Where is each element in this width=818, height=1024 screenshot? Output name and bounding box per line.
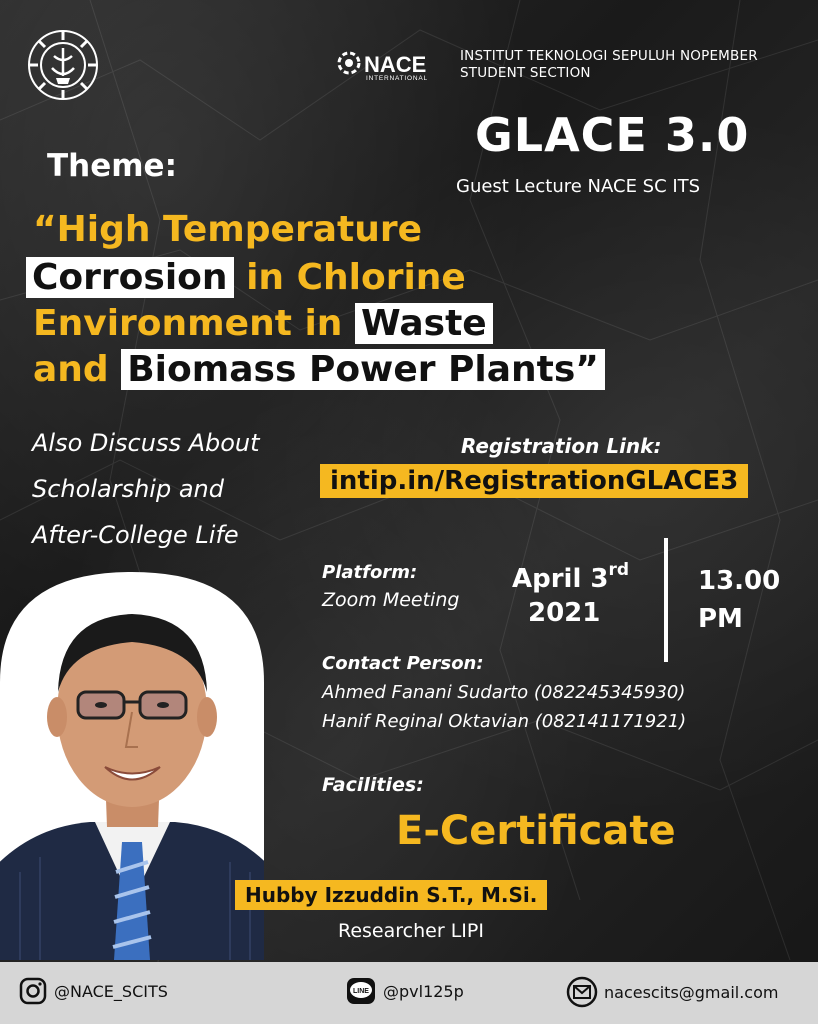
- event-date: [512, 560, 629, 594]
- line-handle: @pvl125p: [383, 981, 464, 1001]
- theme-text-chlorine: in Chlorine: [233, 257, 466, 298]
- email-address: nacescits@gmail.com: [604, 982, 779, 1002]
- also-line3: After-College Life: [32, 521, 239, 549]
- theme-highlight-corrosion: Corrosion: [26, 257, 234, 298]
- registration-label: Registration Link:: [461, 434, 662, 458]
- speaker-name: Hubby Izzuddin S.T., M.Si.: [235, 880, 547, 910]
- line-icon-label: LINE: [353, 988, 369, 995]
- event-time: [698, 562, 780, 638]
- event-subtitle: Guest Lecture NACE SC ITS: [456, 176, 701, 197]
- instagram-icon: [18, 976, 48, 1006]
- theme-line-4: [33, 348, 605, 392]
- its-emblem-icon: [26, 28, 100, 102]
- contact-person-2: Hanif Reginal Oktavian (082141171921): [322, 711, 687, 732]
- line-app-icon: [345, 976, 377, 1006]
- theme-text-and: and: [33, 349, 122, 390]
- theme-highlight-biomass: Biomass Power Plants”: [121, 349, 605, 390]
- facilities-label: Facilities:: [322, 774, 424, 796]
- registration-link[interactable]: intip.in/RegistrationGLACE3: [320, 464, 748, 498]
- footer-line[interactable]: [345, 976, 464, 1006]
- institute-name: [460, 48, 758, 82]
- mail-icon: [566, 976, 598, 1008]
- nace-logo: [336, 48, 456, 82]
- theme-label: Theme:: [47, 148, 177, 184]
- event-date-day: April 3: [512, 564, 609, 594]
- event-title: GLACE 3.0: [475, 108, 750, 162]
- theme-line-2: [26, 256, 466, 300]
- footer: [0, 962, 818, 1024]
- platform-label: Platform:: [322, 562, 418, 583]
- facilities-value: E-Certificate: [396, 808, 676, 854]
- footer-instagram[interactable]: [18, 976, 168, 1006]
- speaker-role: Researcher LIPI: [338, 920, 484, 942]
- nace-logo-subtext: INTERNATIONAL: [366, 75, 428, 82]
- event-date-suffix: rd: [608, 560, 630, 580]
- theme-line-3: [33, 302, 493, 346]
- theme-text-environment: Environment in: [33, 303, 355, 344]
- date-time-divider: [664, 538, 668, 662]
- theme-line-1: “High Temperature: [33, 209, 423, 250]
- event-time-period: PM: [698, 604, 743, 634]
- instagram-handle: @NACE_SCITS: [54, 981, 168, 1001]
- also-line1: Also Discuss About: [32, 429, 260, 457]
- event-time-hour: 13.00: [698, 566, 781, 596]
- contact-label: Contact Person:: [322, 653, 484, 674]
- also-discuss: [32, 420, 260, 558]
- theme-highlight-waste: Waste: [355, 303, 493, 344]
- footer-email[interactable]: [566, 976, 778, 1008]
- event-year: 2021: [528, 598, 601, 628]
- contact-person-1: Ahmed Fanani Sudarto (082245345930): [322, 682, 686, 703]
- institute-line1: INSTITUT TEKNOLOGI SEPULUH NOPEMBER: [460, 48, 758, 64]
- nace-logo-text: NACE: [364, 52, 427, 77]
- also-line2: Scholarship and: [32, 475, 224, 503]
- platform-value: Zoom Meeting: [322, 589, 460, 611]
- institute-line2: STUDENT SECTION: [460, 65, 591, 81]
